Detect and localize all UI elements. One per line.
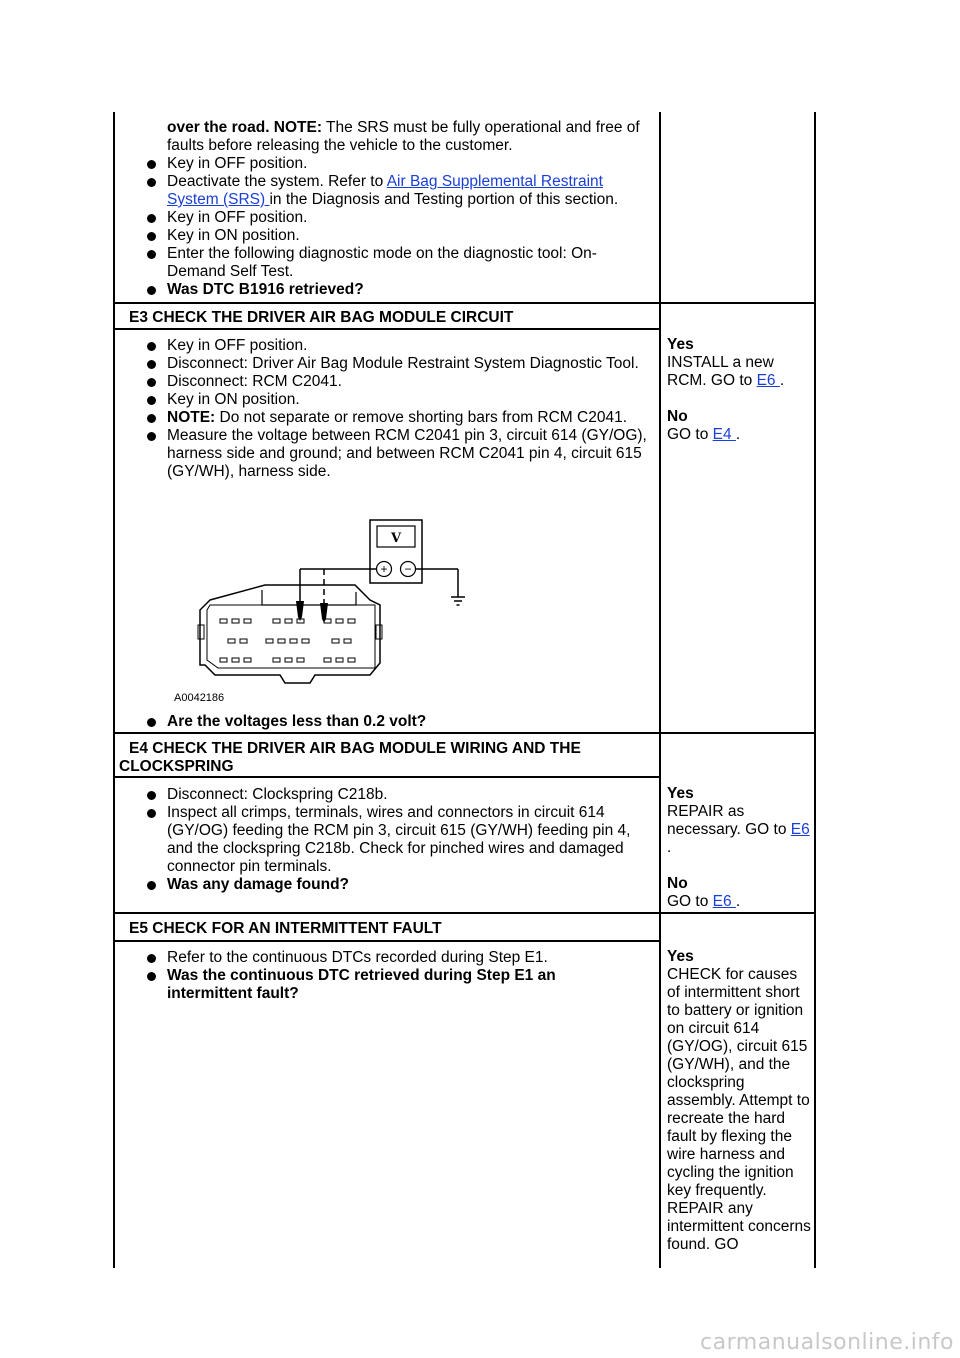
list-item: NOTE: Do not separate or remove shorting bars from RCM C2041. bbox=[143, 409, 657, 427]
e6-link[interactable]: E6 bbox=[790, 821, 810, 838]
e6-link[interactable]: E6 bbox=[756, 372, 780, 389]
voltmeter-unit: V bbox=[390, 531, 402, 546]
list-item: Measure the voltage between RCM C2041 pin 3, circuit 614 (GY/OG), harness side and ground; and between RCM C2041 pin 4, circuit 615 (GY/WH), harness side. bbox=[143, 427, 657, 481]
no-label: No bbox=[667, 875, 688, 892]
list-item: Disconnect: RCM C2041. bbox=[143, 373, 657, 391]
e3-heading: E3 CHECK THE DRIVER AIR BAG MODULE CIRCUIT bbox=[129, 309, 514, 326]
list-item: Refer to the continuous DTCs recorded during Step E1. bbox=[143, 949, 583, 967]
row-divider-e3 bbox=[113, 302, 816, 304]
table-right-border bbox=[814, 112, 816, 1268]
list-item: Disconnect: Driver Air Bag Module Restraint System Diagnostic Tool. bbox=[143, 355, 657, 373]
list-item-question: Was the continuous DTC retrieved during Step E1 an intermittent fault? bbox=[143, 967, 583, 1003]
list-item: Key in OFF position. bbox=[143, 155, 653, 173]
top-block bbox=[143, 119, 653, 299]
list-item: Key in ON position. bbox=[143, 227, 653, 245]
e3-steps bbox=[143, 337, 657, 481]
row-divider-e4 bbox=[113, 732, 816, 734]
list-item: Disconnect: Clockspring C218b. bbox=[143, 786, 657, 804]
yes-text: REPAIR as necessary. GO to E6 . bbox=[667, 803, 810, 856]
yes-text: CHECK for causes of intermittent short to battery or ignition on circuit 614 (GY/OG), circuit 615 (GY/WH), and the clockspring assembly. Attempt to recreate the hard fault by flexing the wire harness and cycling the ignition key frequently. REPAIR any intermittent concerns found. GO bbox=[667, 966, 811, 1253]
e4-heading-underline bbox=[113, 776, 661, 778]
e5-steps bbox=[143, 949, 583, 1003]
yes-label: Yes bbox=[667, 948, 694, 965]
yes-label: Yes bbox=[667, 336, 694, 353]
e4-heading: E4 CHECK THE DRIVER AIR BAG MODULE WIRING AND THE CLOCKSPRING bbox=[119, 740, 581, 775]
list-item: Enter the following diagnostic mode on the diagnostic tool: On-Demand Self Test. bbox=[143, 245, 653, 281]
e4-steps bbox=[143, 786, 657, 894]
table-mid-border bbox=[659, 112, 661, 1268]
no-text: GO to E6 . bbox=[667, 893, 741, 910]
voltmeter-connector-diagram bbox=[170, 515, 470, 710]
list-item: Deactivate the system. Refer to Air Bag Supplemental Restraint System (SRS) in the Diagnosis and Testing portion of this section. bbox=[143, 173, 653, 209]
row-divider-e5 bbox=[113, 912, 816, 914]
figure-id: A0042186 bbox=[174, 692, 225, 704]
no-label: No bbox=[667, 408, 688, 425]
e4-answer bbox=[667, 785, 813, 911]
list-item-question: Was DTC B1916 retrieved? bbox=[143, 281, 653, 299]
e3-heading-underline bbox=[113, 328, 661, 330]
e3-question bbox=[143, 713, 657, 731]
plus-sign: + bbox=[380, 562, 388, 576]
e5-heading-underline bbox=[113, 940, 661, 942]
e6-link[interactable]: E6 bbox=[712, 893, 736, 910]
list-item: Inspect all crimps, terminals, wires and connectors in circuit 614 (GY/OG) feeding the RCM pin 3, circuit 615 (GY/WH) feeding pin 4, and the clockspring C218b. Check for pinched wires and damaged connector pin terminals. bbox=[143, 804, 657, 876]
list-item-question: Was any damage found? bbox=[143, 876, 657, 894]
list-item: over the road. NOTE: The SRS must be fully operational and free of faults before releasing the vehicle to the customer. bbox=[167, 119, 640, 154]
no-text: GO to E4 . bbox=[667, 426, 741, 443]
e5-answer bbox=[667, 948, 813, 1254]
list-item: Key in OFF position. bbox=[143, 209, 653, 227]
e5-heading: E5 CHECK FOR AN INTERMITTENT FAULT bbox=[129, 920, 442, 937]
list-item: Key in ON position. bbox=[143, 391, 657, 409]
srs-link[interactable]: Air Bag Supplemental Restraint System (SRS) bbox=[167, 173, 603, 208]
yes-label: Yes bbox=[667, 785, 694, 802]
list-item-question: Are the voltages less than 0.2 volt? bbox=[143, 713, 657, 731]
yes-text: INSTALL a new RCM. GO to E6 . bbox=[667, 354, 785, 389]
table-left-border bbox=[113, 112, 115, 1268]
e3-answer bbox=[667, 336, 813, 444]
minus-sign: − bbox=[404, 562, 412, 576]
list-item: Key in OFF position. bbox=[143, 337, 657, 355]
probe-pin-3 bbox=[296, 601, 304, 621]
watermark: carmanualsonline.info bbox=[700, 1330, 954, 1355]
e4-link[interactable]: E4 bbox=[712, 426, 736, 443]
